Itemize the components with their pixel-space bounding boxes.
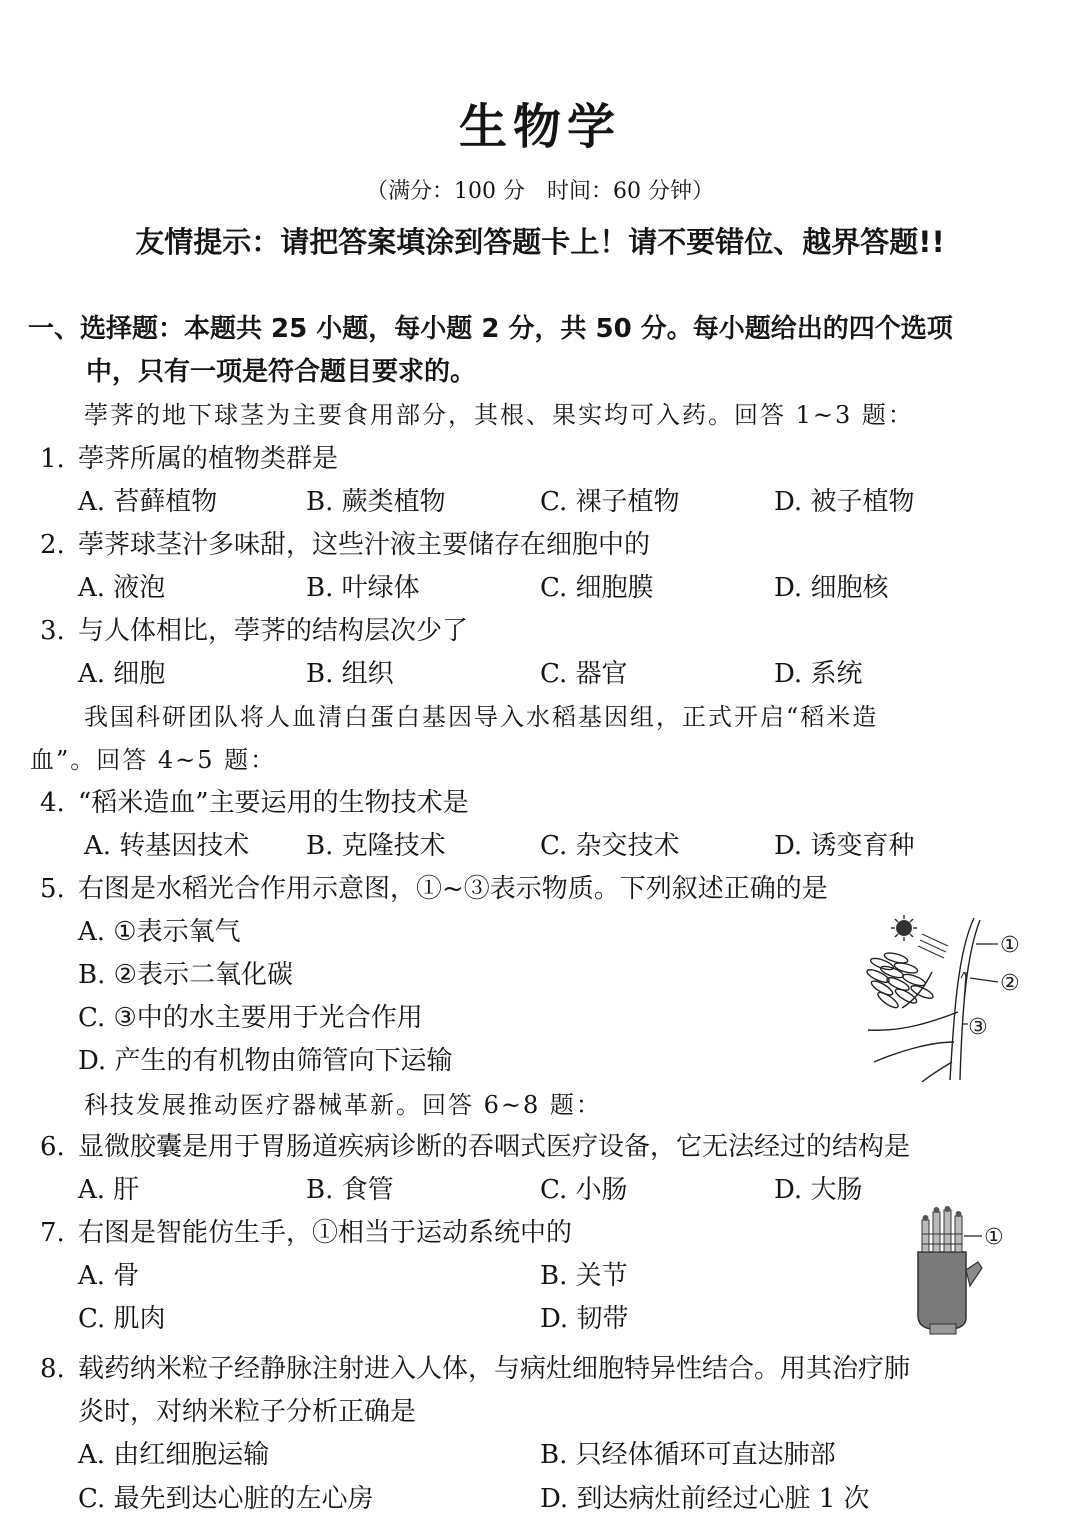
q3-option-d: D. 系统 (774, 659, 863, 689)
figure-label-1: ① (984, 1225, 1004, 1250)
question-8-text-line2: 炎时，对纳米粒子分析正确是 (78, 1397, 417, 1427)
question-number: 4. (40, 788, 65, 818)
label-leaders (962, 944, 998, 1024)
q6-option-b: B. 食管 (306, 1175, 394, 1205)
q4-option-a: A. 转基因技术 (84, 831, 250, 861)
q2-option-c: C. 细胞膜 (540, 573, 654, 603)
q5-option-d: D. 产生的有机物由筛管向下运输 (78, 1046, 453, 1076)
q4-option-d: D. 诱变育种 (774, 831, 915, 861)
question-text: 与人体相比，荸荠的结构层次少了 (78, 616, 469, 646)
question-4 (40, 788, 469, 818)
q6-option-d: D. 大肠 (774, 1175, 863, 1205)
section-heading-line2: 中，只有一项是符合题目要求的。 (86, 357, 477, 387)
q4-option-b: B. 克隆技术 (306, 831, 446, 861)
figure-label-2: ② (1000, 971, 1020, 996)
q1-option-b: B. 蕨类植物 (306, 487, 446, 517)
question-text: 荸荠球茎汁多味甜，这些汁液主要储存在细胞中的 (78, 530, 651, 560)
q2-option-d: D. 细胞核 (774, 573, 889, 603)
question-number: 1. (40, 444, 65, 474)
q3-option-b: B. 组织 (306, 659, 394, 689)
question-number: 5. (40, 874, 65, 904)
question-8 (40, 1354, 910, 1384)
friendly-tip: 友情提示：请把答案填涂到答题卡上！请不要错位、越界答题!! (135, 225, 945, 259)
question-1 (40, 444, 338, 474)
q4-option-c: C. 杂交技术 (540, 831, 680, 861)
q7-option-b: B. 关节 (540, 1261, 628, 1291)
q5-option-a: A. ①表示氧气 (78, 917, 241, 947)
q8-option-a: A. 由红细胞运输 (78, 1440, 270, 1470)
rice-plant-icon (865, 918, 980, 1082)
exam-meta: （满分：100 分 时间：60 分钟） (366, 179, 714, 204)
bionic-hand-figure (908, 1206, 1012, 1338)
question-number: 3. (40, 616, 65, 646)
q7-option-d: D. 韧带 (540, 1304, 629, 1334)
question-text: 荸荠所属的植物类群是 (78, 444, 339, 474)
figure-label-1: ① (1000, 933, 1020, 958)
q6-option-c: C. 小肠 (540, 1175, 628, 1205)
page-title: 生物学 (458, 99, 621, 155)
question-number: 7. (40, 1218, 65, 1248)
q7-option-a: A. 骨 (78, 1261, 140, 1291)
question-2 (40, 530, 650, 560)
q1-option-d: D. 被子植物 (774, 487, 915, 517)
question-3 (40, 616, 468, 646)
q5-option-c: C. ③中的水主要用于光合作用 (78, 1003, 423, 1033)
intro-4-5-line2: 血”。回答 4~5 题： (30, 746, 277, 774)
q3-option-a: A. 细胞 (78, 659, 166, 689)
q1-option-a: A. 苔藓植物 (78, 487, 218, 517)
intro-4-5-line1: 我国科研团队将人血清白蛋白基因导入水稻基因组，正式开启“稻米造 (84, 703, 879, 731)
q3-option-c: C. 器官 (540, 659, 628, 689)
intro-1-3: 荸荠的地下球茎为主要食用部分，其根、果实均可入药。回答 1~3 题： (84, 401, 914, 429)
section-heading (28, 308, 1038, 394)
q8-option-c: C. 最先到达心脏的左心房 (78, 1484, 374, 1514)
q6-option-a: A. 肝 (78, 1175, 140, 1205)
question-text: 右图是智能仿生手，①相当于运动系统中的 (78, 1218, 573, 1248)
question-text: “稻米造血”主要运用的生物技术是 (78, 788, 469, 818)
q2-option-a: A. 液泡 (78, 573, 166, 603)
question-7 (40, 1218, 572, 1248)
section-heading-line1: 一、选择题：本题共 25 小题，每小题 2 分，共 50 分。每小题给出的四个选项 (28, 314, 953, 344)
q7-option-c: C. 肌肉 (78, 1304, 166, 1334)
q1-option-c: C. 裸子植物 (540, 487, 680, 517)
q5-option-b: B. ②表示二氧化碳 (78, 960, 293, 990)
question-number: 8. (40, 1354, 65, 1384)
question-5 (40, 874, 828, 904)
q8-option-b: B. 只经体循环可直达肺部 (540, 1440, 836, 1470)
intro-6-8: 科技发展推动医疗器械革新。回答 6~8 题： (84, 1091, 602, 1119)
question-text-line1: 载药纳米粒子经静脉注射进入人体，与病灶细胞特异性结合。用其治疗肺 (78, 1354, 911, 1384)
question-text: 显微胶囊是用于胃肠道疾病诊断的吞咽式医疗设备，它无法经过的结构是 (78, 1132, 911, 1162)
rice-photosynthesis-figure (862, 912, 1032, 1084)
q2-option-b: B. 叶绿体 (306, 573, 420, 603)
light-rays (918, 934, 948, 958)
question-6 (40, 1132, 910, 1162)
question-text: 右图是水稻光合作用示意图，①~③表示物质。下列叙述正确的是 (78, 874, 828, 904)
question-number: 6. (40, 1132, 65, 1162)
question-number: 2. (40, 530, 65, 560)
sun-icon (891, 915, 917, 941)
figure-label-3: ③ (968, 1015, 988, 1040)
q8-option-d: D. 到达病灶前经过心脏 1 次 (540, 1484, 870, 1514)
bionic-hand-icon (918, 1206, 982, 1334)
